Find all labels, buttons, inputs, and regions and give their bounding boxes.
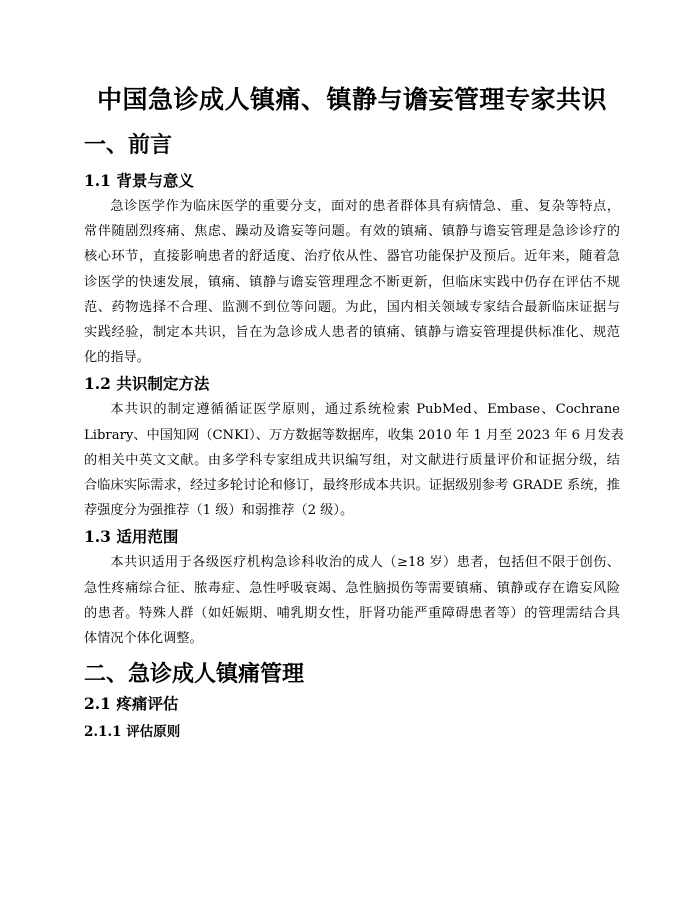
subsection-heading-pain-assessment: 2.1 疼痛评估 xyxy=(84,694,179,714)
paragraph-line: 核心环节，直接影响患者的舒适度、治疗依从性、器官功能保护及预后。近年来，随着急 xyxy=(84,249,620,265)
paragraph-scope xyxy=(84,550,620,651)
subsection-heading-background: 1.1 背景与意义 xyxy=(84,171,194,190)
paragraph-line: 的患者。特殊人群（如妊娠期、哺乳期女性，肝肾功能严重障碍患者等）的管理需结合具 xyxy=(84,605,620,621)
section-heading-analgesia: 二、急诊成人镇痛管理 xyxy=(84,661,305,688)
paragraph-line: 本共识的制定遵循循证医学原则，通过系统检索 PubMed、Embase、Cochrane xyxy=(110,402,620,418)
paragraph-line: 的相关中英文文献。由多学科专家组成共识编写组，对文献进行质量评价和证据分级，结 xyxy=(84,452,620,468)
paragraph-line: 诊医学的快速发展，镇痛、镇静与谵妄管理理念不断更新，但临床实践中仍存在评估不规 xyxy=(84,274,620,290)
subsection-heading-scope: 1.3 适用范围 xyxy=(84,527,179,547)
paragraph-line: 合临床实际需求，经过多轮讨论和修订，最终形成本共识。证据级别参考 GRADE 系统，推 xyxy=(84,478,620,494)
paragraph-line: 范、药物选择不合理、监测不到位等问题。为此，国内相关领域专家结合最新临床证据与 xyxy=(84,299,620,315)
paragraph-line: 常伴随剧烈疼痛、焦虑、躁动及谵妄等问题。有效的镇痛、镇静与谵妄管理是急诊诊疗的 xyxy=(84,224,620,240)
paragraph-line: Library、中国知网（CNKI）、万方数据等数据库，收集 2010 年 1 月至 2023 年 6 月发表 xyxy=(84,427,624,443)
paragraph-background xyxy=(84,194,620,370)
subsection-heading-method: 1.2 共识制定方法 xyxy=(84,374,210,394)
paragraph-line: 体情况个体化调整。 xyxy=(84,631,203,647)
paragraph-line: 本共识适用于各级医疗机构急诊科收治的成人（≥18 岁）患者，包括但不限于创伤、 xyxy=(110,555,620,571)
document-title: 中国急诊成人镇痛、镇静与谵妄管理专家共识 xyxy=(96,85,607,114)
paragraph-line: 荐强度分为强推荐（1 级）和弱推荐（2 级）。 xyxy=(84,503,354,519)
subsubsection-heading-assessment-principles: 2.1.1 评估原则 xyxy=(84,724,181,741)
paragraph-line: 急诊医学作为临床医学的重要分支，面对的患者群体具有病情急、重、复杂等特点， xyxy=(110,199,620,214)
section-heading-preface: 一、前言 xyxy=(84,132,173,158)
paragraph-line: 实践经验，制定本共识，旨在为急诊成人患者的镇痛、镇静与谵妄管理提供标准化、规范 xyxy=(84,325,620,341)
paragraph-line: 化的指导。 xyxy=(84,350,150,366)
paragraph-method xyxy=(84,397,624,523)
paragraph-line: 急性疼痛综合征、脓毒症、急性呼吸衰竭、急性脑损伤等需要镇痛、镇静或存在谵妄风险 xyxy=(84,580,620,596)
